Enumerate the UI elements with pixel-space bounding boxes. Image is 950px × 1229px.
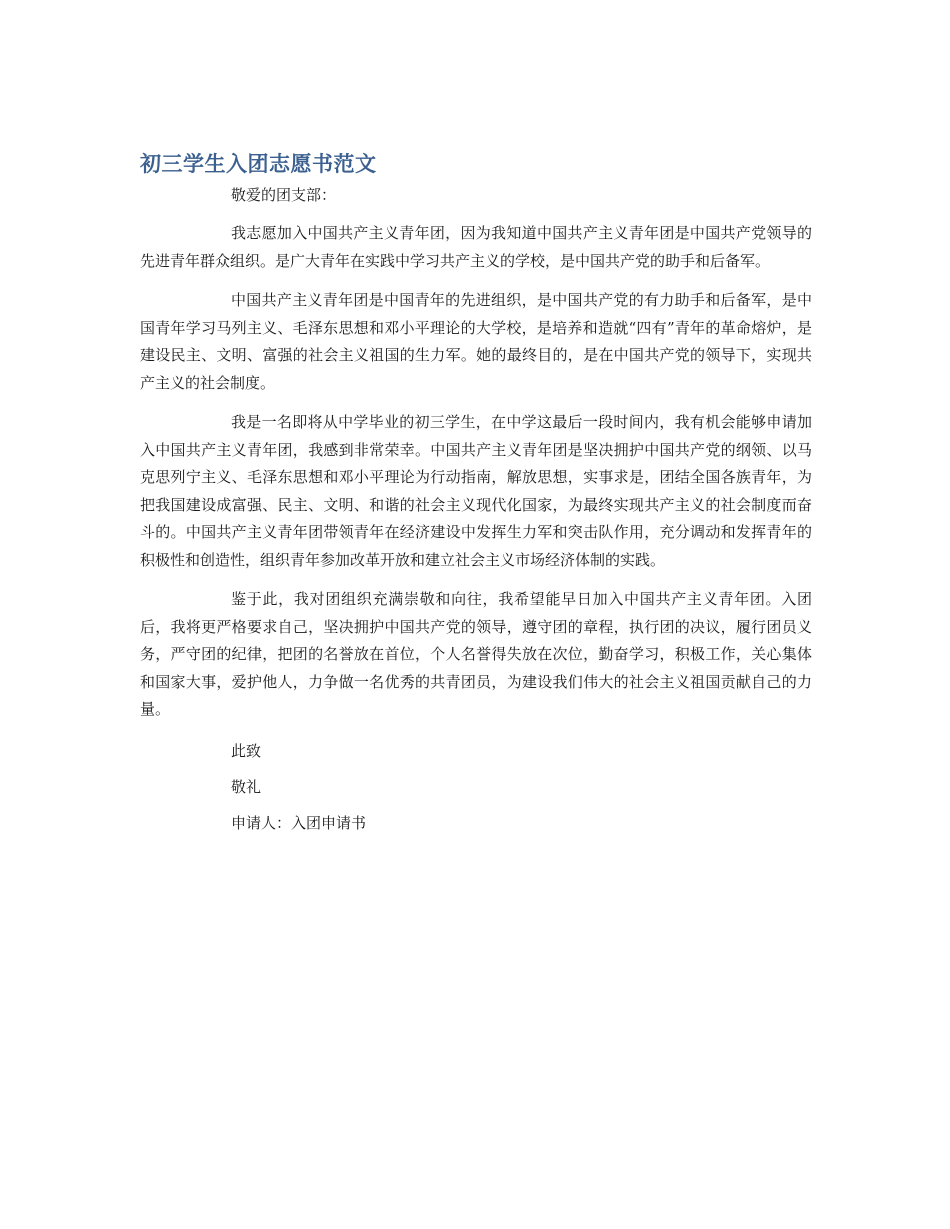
paragraph-1: 我志愿加入中国共产主义青年团，因为我知道中国共产主义青年团是中国共产党领导的先进青年群众组织。是广大青年在实践中学习共产主义的学校，是中国共产党的助手和后备军。 <box>140 224 812 270</box>
paragraph-4: 鉴于此，我对团组织充满崇敬和向往，我希望能早日加入中国共产主义青年团。入团后，我将更严格要求自己，坚决拥护中国共产党的领导，遵守团的章程，执行团的决议，履行团员义务，严守团的纪律，把团的名誉放在首位，个人名誉得失放在次位，勤奋学习，积极工作，关心集体和国家大事，爱护他人，力争做一名优秀的共青团员，为建设我们伟大的社会主义祖国贡献自己的力量。 <box>140 590 812 718</box>
closing-line-jing-li: 敬礼 <box>231 777 262 796</box>
salutation: 敬爱的团支部： <box>231 186 337 204</box>
signature-line: 申请人：入团申请书 <box>231 813 367 832</box>
paragraph-3: 我是一名即将从中学毕业的初三学生，在中学这最后一段时间内，我有机会能够申请加入中国共产主义青年团，我感到非常荣幸。中国共产主义青年团是坚决拥护中国共产党的纲领、以马克思列宁主义、毛泽东思想和邓小平理论为行动指南，解放思想，实事求是，团结全国各族青年，为把我国建设成富强、民主、文明、和谐的社会主义现代化国家，为最终实现共产主义的社会制度而奋斗的。中国共产主义青年团带领青年在经济建设中发挥生力军和突击队作用，充分调动和发挥青年的积极性和创造性，组织青年参加改革开放和建立社会主义市场经济体制的实践。 <box>140 413 812 569</box>
document-body <box>140 148 812 836</box>
paragraph-2: 中国共产主义青年团是中国青年的先进组织，是中国共产党的有力助手和后备军，是中国青年学习马列主义、毛泽东思想和邓小平理论的大学校，是培养和造就“四有”青年的革命熔炉，是建设民主、文明、富强的社会主义祖国的生力军。她的最终目的，是在中国共产党的领导下，实现共产主义的社会制度。 <box>140 291 812 392</box>
document-title: 初三学生入团志愿书范文 <box>140 152 377 176</box>
closing-line-ci-zhi: 此致 <box>231 741 262 760</box>
